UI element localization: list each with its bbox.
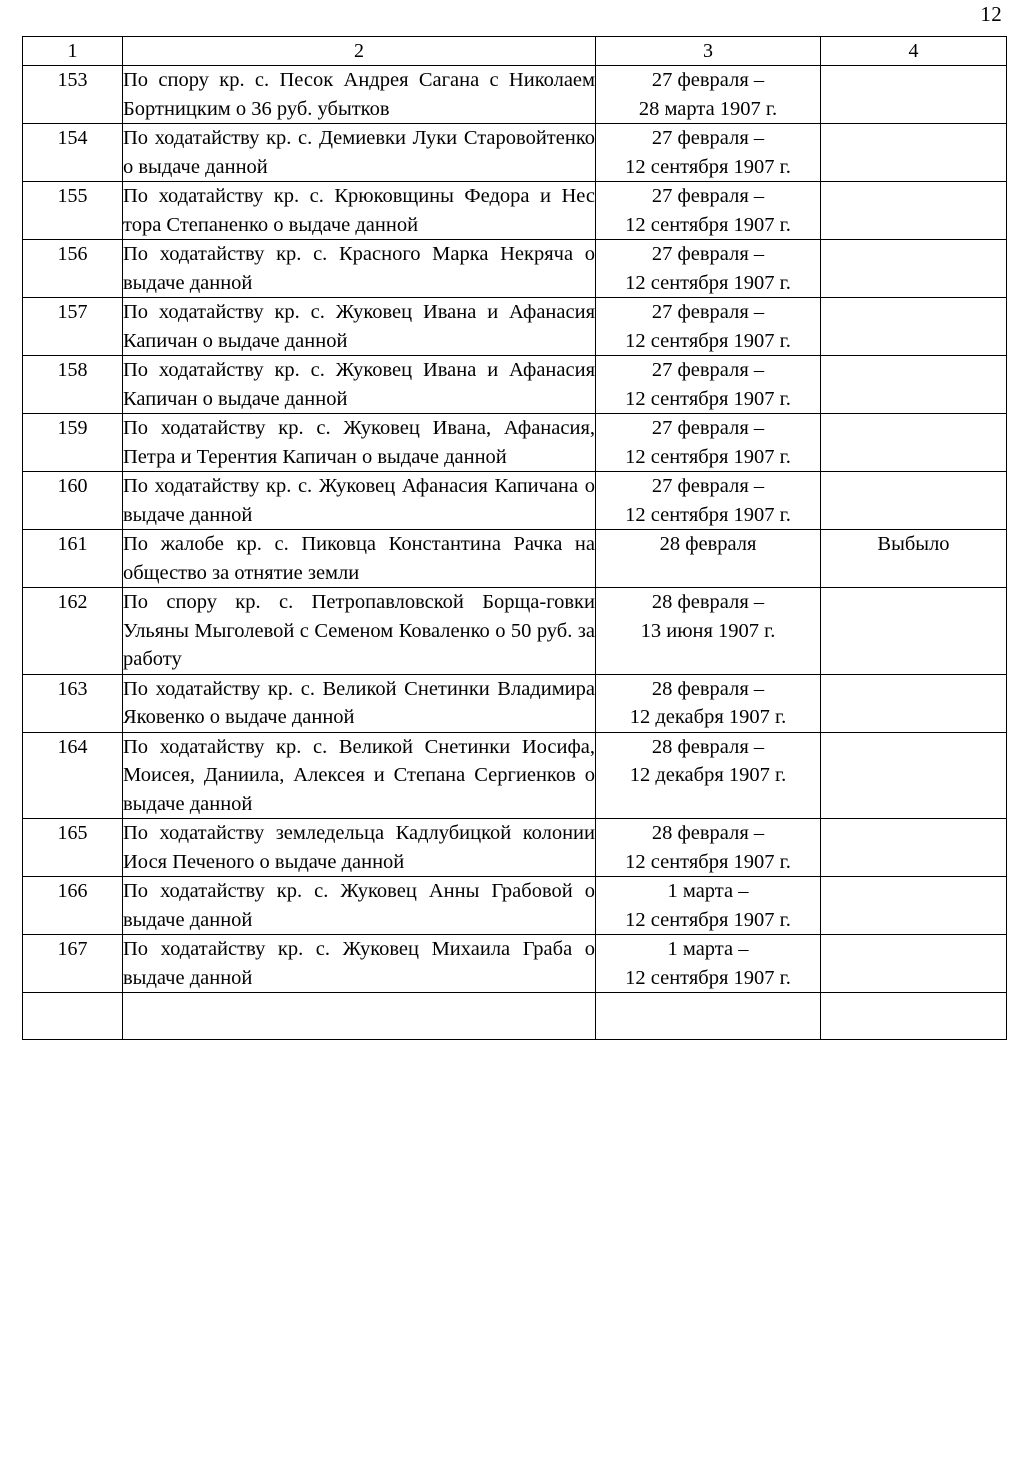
row-note [821,472,1007,530]
row-description: По спору кр. с. Петропавловской Борща-говки Ульяны Мыголевой с Семеном Коваленко о 50 руб. за работу [123,588,596,675]
row-description: По ходатайству кр. с. Жуковец Анны Грабовой о выдаче данной [123,877,596,935]
row-description: По жалобе кр. с. Пиковца Константина Рачка на общество за отнятие земли [123,530,596,588]
row-dates [596,66,821,124]
row-description: По ходатайству кр. с. Жуковец Ивана и Афанасия Капичан о выдаче данной [123,356,596,414]
column-header-description: 2 [123,37,596,66]
table-row [23,356,1007,414]
row-dates [596,356,821,414]
date-start: 27 февраля – [651,417,765,439]
row-number: 162 [23,588,123,675]
row-note [821,732,1007,819]
row-dates [596,182,821,240]
row-note [821,298,1007,356]
table-tail-cell [821,993,1007,1040]
date-end: 13 июня 1907 г. [640,619,776,642]
row-number: 166 [23,877,123,935]
row-description: По ходатайству кр. с. Жуковец Ивана, Афанасия, Петра и Терентия Капичан о выдаче данной [123,414,596,472]
table-row [23,472,1007,530]
row-number: 159 [23,414,123,472]
table-row [23,819,1007,877]
date-start: 27 февраля – [651,69,765,91]
row-dates [596,414,821,472]
row-number: 158 [23,356,123,414]
table-row [23,182,1007,240]
row-dates [596,240,821,298]
table-body [23,66,1007,1040]
table-header [23,37,1007,66]
table-row [23,935,1007,993]
row-note [821,819,1007,877]
date-end: 12 декабря 1907 г. [629,706,787,728]
date-end: 12 сентября 1907 г. [625,503,791,526]
page-number: 12 [980,2,1002,26]
date-start: 1 марта – [667,938,749,960]
date-end: 12 сентября 1907 г. [625,966,791,989]
register-table [22,36,1007,1040]
row-dates [596,674,821,732]
row-description: По спору кр. с. Песок Андрея Сагана с Николаем Бортницким о 36 руб. убытков [123,66,596,124]
row-dates [596,732,821,819]
row-description: По ходатайству кр. с. Великой Снетинки Владимира Яковенко о выдаче данной [123,674,596,732]
row-description: По ходатайству кр. с. Красного Марка Некряча о выдаче данной [123,240,596,298]
column-header-notes: 4 [821,37,1007,66]
date-end: 28 марта 1907 г. [638,97,778,120]
table-row [23,588,1007,675]
row-note [821,240,1007,298]
row-note [821,877,1007,935]
table-row [23,66,1007,124]
row-number: 164 [23,732,123,819]
date-start: 27 февраля – [651,243,765,265]
row-number: 156 [23,240,123,298]
date-end: 12 сентября 1907 г. [625,387,791,410]
row-number: 153 [23,66,123,124]
row-note [821,414,1007,472]
date-start: 28 февраля – [651,822,765,844]
row-dates [596,530,821,588]
row-note [821,588,1007,675]
table-tail-cell [123,993,596,1040]
row-number: 157 [23,298,123,356]
date-start: 28 февраля – [651,677,765,700]
column-header-number: 1 [23,37,123,66]
row-note [821,935,1007,993]
table-row [23,298,1007,356]
date-start: 28 февраля – [651,735,765,758]
table-tail-cell [23,993,123,1040]
row-description: По ходатайству кр. с. Жуковец Михаила Граба о выдаче данной [123,935,596,993]
row-number: 154 [23,124,123,182]
table-row [23,877,1007,935]
row-number: 163 [23,674,123,732]
row-number: 160 [23,472,123,530]
date-start: 27 февраля – [651,301,765,323]
date-start: 28 февраля – [651,591,765,613]
date-end: 12 сентября 1907 г. [625,329,791,352]
row-description: По ходатайству кр. с. Жуковец Ивана и Афанасия Капичан о выдаче данной [123,298,596,356]
row-dates [596,588,821,675]
row-note [821,66,1007,124]
date-end: 12 сентября 1907 г. [625,155,791,178]
table-row [23,124,1007,182]
table-tail-cell [596,993,821,1040]
row-description: По ходатайству кр. с. Великой Снетинки Иосифа, Моисея, Даниила, Алексея и Степана Сергиенков о выдаче данной [123,732,596,819]
table-tail-row [23,993,1007,1040]
date-end: 12 сентября 1907 г. [625,271,791,294]
date-end: 12 сентября 1907 г. [625,908,791,931]
date-end: 12 сентября 1907 г. [625,213,791,236]
row-dates [596,298,821,356]
date-start: 1 марта – [667,880,749,902]
column-header-dates: 3 [596,37,821,66]
row-note [821,674,1007,732]
date-start: 27 февраля – [651,185,765,207]
row-description: По ходатайству земледельца Кадлубицкой колонии Иося Печеного о выдаче данной [123,819,596,877]
table-row [23,240,1007,298]
date-end: 12 сентября 1907 г. [625,445,791,468]
row-description: По ходатайству кр. с. Крюковщины Федора и Нес тора Степаненко о выдаче данной [123,182,596,240]
row-dates [596,124,821,182]
date-start: 28 февраля [659,533,757,555]
date-start: 27 февраля – [651,127,765,149]
table-row [23,414,1007,472]
date-end: 12 декабря 1907 г. [629,764,787,786]
row-dates [596,819,821,877]
row-number: 167 [23,935,123,993]
table-row [23,674,1007,732]
row-number: 155 [23,182,123,240]
row-note [821,182,1007,240]
row-dates [596,877,821,935]
table-header-row [23,37,1007,66]
date-start: 27 февраля – [651,359,765,381]
table-row [23,530,1007,588]
date-end: 12 сентября 1907 г. [625,850,791,873]
row-note: Выбыло [821,530,1007,588]
row-number: 165 [23,819,123,877]
row-dates [596,472,821,530]
row-number: 161 [23,530,123,588]
table-row [23,732,1007,819]
row-description: По ходатайству кр. с. Демиевки Луки Старовойтенко о выдаче данной [123,124,596,182]
row-dates [596,935,821,993]
row-description: По ходатайству кр. с. Жуковец Афанасия Капичана о выдаче данной [123,472,596,530]
row-note [821,356,1007,414]
date-start: 27 февраля – [651,475,765,497]
row-note [821,124,1007,182]
